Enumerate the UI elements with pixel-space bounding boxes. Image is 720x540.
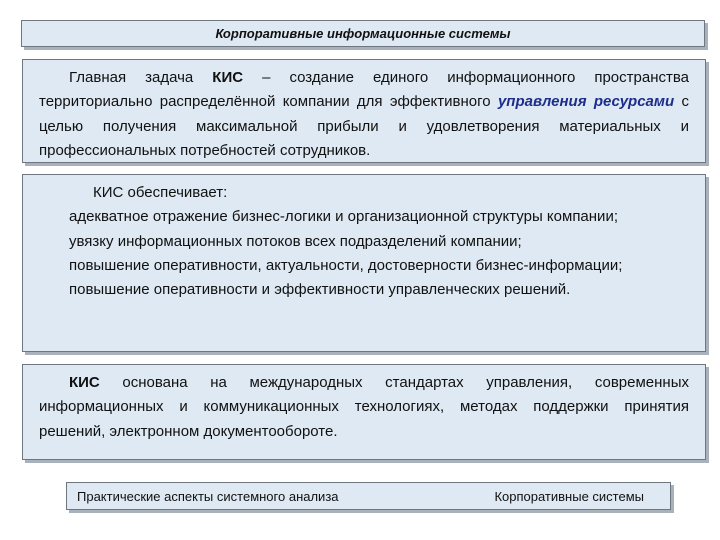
kis-abbreviation: КИС [212,69,244,86]
kis-provides-block [22,174,706,352]
provides-item: увязку информационных потоков всех подразделений компании; [69,232,522,250]
provides-item: повышение оперативности, актуальности, достоверности бизнес-информации; [69,256,623,274]
main-task-paragraph [39,66,689,163]
main-task-block [22,59,706,163]
main-task-text-1: Главная задача [69,69,213,86]
kis-based-text: основана на международных стандартах управления, современных информационных и коммуникационных технологиях, методах поддержки принятия решений, электронном документообороте. [39,374,689,440]
main-task-text-3: с целью получения максимальной прибыли и удовлетворения материальных и профессиональных потребностей сотрудников. [39,93,689,159]
kis-based-block [22,364,706,460]
slide-title-text: Корпоративные информационные системы [215,26,511,41]
slide-title [21,20,705,47]
kis-abbreviation: КИС [69,374,100,391]
resource-management-emphasis: управления ресурсами [497,93,675,111]
kis-provides-heading: КИС обеспечивает: [93,184,228,201]
footer-course-title: Практические аспекты системного анализа [77,488,339,504]
main-task-text-2: – создание единого информационного пространства территориально распределённой компании для эффективного [39,69,689,111]
footer-section-title: Корпоративные системы [494,488,644,504]
provides-item: адекватное отражение бизнес-логики и организационной структуры компании; [69,208,618,226]
provides-item: повышение оперативности и эффективности управленческих решений. [69,281,571,299]
footer-bar [66,482,671,510]
kis-based-paragraph [39,371,689,444]
